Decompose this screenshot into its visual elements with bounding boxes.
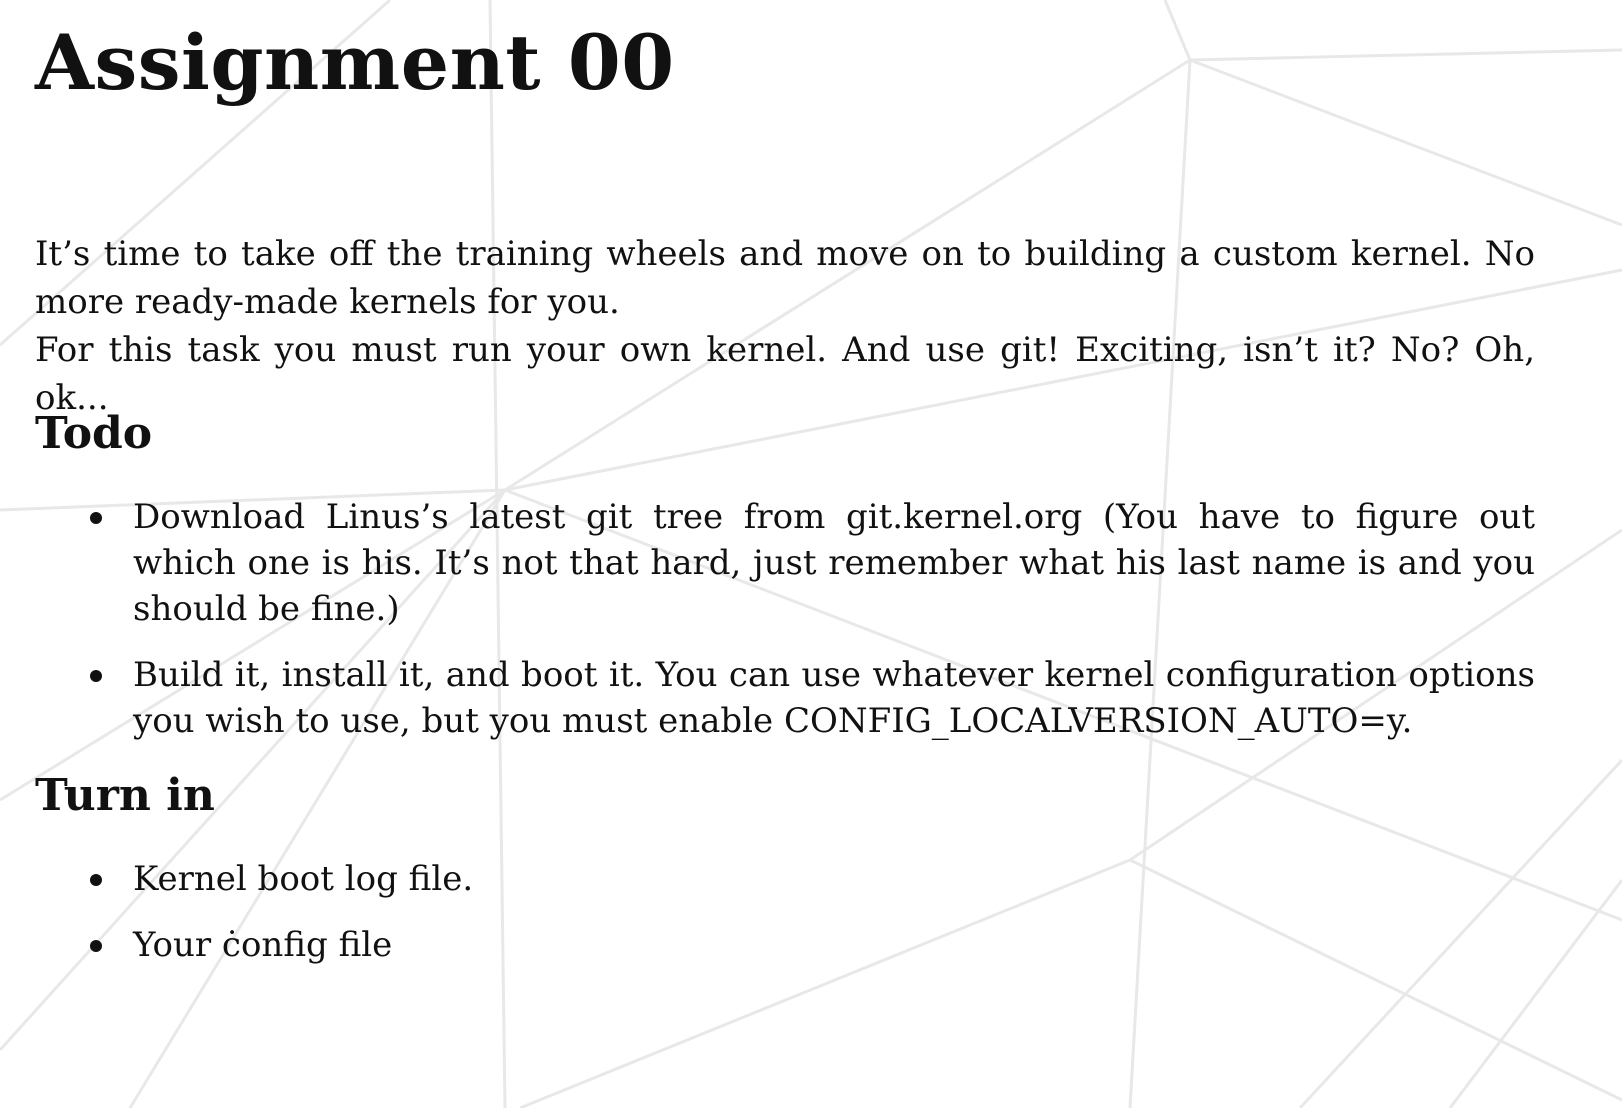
intro-text bbox=[35, 230, 1535, 422]
turn-in-item-text: Kernel boot log file. bbox=[133, 859, 474, 899]
page-title: Assignment 00 bbox=[35, 18, 675, 107]
turn-in-list bbox=[35, 856, 1535, 988]
turn-in-heading: Turn in bbox=[35, 770, 215, 821]
turn-in-item-text: Your ċonfig file bbox=[133, 925, 393, 965]
intro-paragraph-1: It’s time to take off the training wheels and move on to building a custom kernel. No more ready-made kernels for you. bbox=[35, 234, 1535, 322]
todo-item bbox=[35, 652, 1535, 744]
bullet-icon bbox=[90, 874, 102, 886]
bullet-icon bbox=[90, 512, 102, 524]
bullet-icon bbox=[90, 670, 102, 682]
todo-item-text: Build it, install it, and boot it. You can use whatever kernel configuration options you wish to use, but you must enable CONFIG_LOCALVERSION_AUTO=y. bbox=[133, 655, 1535, 741]
todo-item-text: Download Linus’s latest git tree from git.kernel.org (You have to figure out which one is his. It’s not that hard, just remember what his last name is and you should be fine.) bbox=[133, 497, 1535, 629]
intro-paragraph-2: For this task you must run your own kernel. And use git! Exciting, isn’t it? No? Oh, ok... bbox=[35, 330, 1535, 418]
todo-list bbox=[35, 494, 1535, 764]
turn-in-item bbox=[35, 922, 1535, 968]
bullet-icon bbox=[90, 940, 102, 952]
todo-heading: Todo bbox=[35, 408, 153, 459]
turn-in-item bbox=[35, 856, 1535, 902]
todo-item bbox=[35, 494, 1535, 632]
